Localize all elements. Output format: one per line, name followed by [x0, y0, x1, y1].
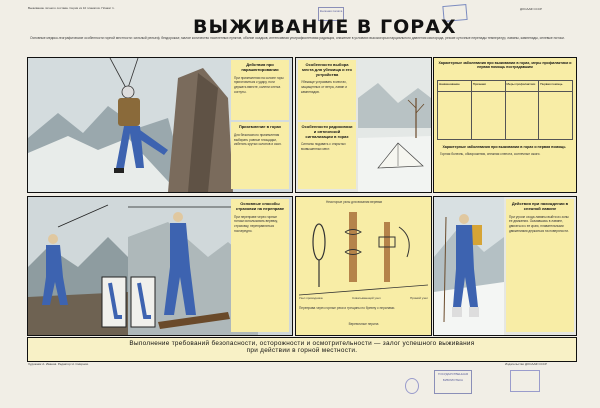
panel-knots: [295, 196, 432, 336]
disease-table-body: [438, 92, 572, 139]
tent-illustration: [358, 58, 431, 192]
footer-small-left: Художник А. Иванов. Редактор Н. Смирнов.: [28, 362, 89, 366]
header-small-left: Выживание личного состава. Серия из 10 плакатов. Плакат 1.: [28, 6, 115, 10]
knots-label: Некоторые узлы для вязания веревки: [326, 200, 383, 204]
shelter-box: Особенности выбора места для убежища и его устройства Убежище устраивать в местах, защищенных от ветра, лавин и камнепадов.: [298, 60, 356, 120]
panel-parachuting: [27, 57, 293, 193]
panel-avalanche: [433, 196, 577, 336]
header-small-right: ДОСААФ СССР: [520, 7, 542, 11]
bottom-ink-stamp: [510, 370, 540, 392]
panel-shelter: [295, 57, 432, 193]
bottom-library-stamp: ГОСУДАРСТВЕННАЯ БИБЛИОТЕКА: [434, 370, 472, 394]
landing-box: Приземление в горах Для безопасного приземления выбирать ровные площадки, избегать крутых склонов и скал.: [231, 122, 289, 189]
knots-caption: Переправа через горные реки и трещины по бревну с перилами.: [299, 306, 396, 310]
avalanche-actions-box: Действия при нахождении в снежной лавине При угрозе схода лавины выйти из зоны ее движения. Оказавшись в лавине, двигаться к ее краю, плавательными движениями держаться на поверхности.: [506, 199, 574, 332]
knots-illustration: [299, 207, 428, 297]
footer-banner: [27, 337, 577, 362]
knots-bottom-caption: Веревочные перила: [348, 322, 379, 326]
crossing-methods-box: Основные способы страховки на переправе При переправе через горные потоки использовать веревку, страховку, переправляться поочередно.: [231, 199, 289, 332]
disease-table: [437, 80, 573, 140]
signature-mark: [405, 378, 419, 394]
parachuting-actions-box: Действия при парашютировании При приземлении на склоне горы приготовиться к удару, ноги держать вместе, колени слегка согнуты.: [231, 60, 289, 120]
radio-signal-box: Особенности радиосвязи и оптической сигнализации в горах Сигналы подавать с открытых возвышенных мест.: [298, 122, 356, 189]
poster-title: ВЫЖИВАНИЕ В ГОРАХ: [193, 16, 457, 38]
avalanche-illustration: [434, 197, 504, 335]
disease-table-header: Наименование Признаки Меры профилактики Первая помощь: [438, 81, 572, 92]
footer-line-2: при действии в горной местности.: [246, 347, 358, 354]
intro-text: Основные медико-географические особенности горной местности: сильный рельеф, бездорожье, малое количество населенных пунктов, обилие осадков, интенсивная ультрафиолетовая радиация, снижение в условиях высокогорья парциального давления кислорода, резкие суточные перепады температур, лавины, камнепады, селевые потоки.: [30, 36, 565, 40]
disease-info-box: Характерные заболевания при выживании в горах и первая помощь Горная болезнь, обморожения, снежная слепота, солнечные ожоги.: [440, 145, 566, 157]
footer-small-right: Издательство ДОСААФ СССР: [505, 362, 547, 366]
panel-diseases: Характерные заболевания при выживании в горах, меры профилактики и первая помощь пострадавшим Наименование Признаки Меры профилактики Первая помощь Характерные заболевания при выживании в горах и первая помощь Горная болезнь, обморожения, снежная слепота, солнечные ожоги.: [433, 57, 577, 193]
footer-line-1: Выполнение требований безопасности, осторожности и осмотрительности — залог успешного выживания: [129, 340, 475, 347]
knot-labels: Узел проводника Схватывающий узел Прямой узел: [299, 296, 428, 300]
panel-crossing: [27, 196, 293, 336]
library-stamp: Книжная палата: [318, 7, 344, 21]
